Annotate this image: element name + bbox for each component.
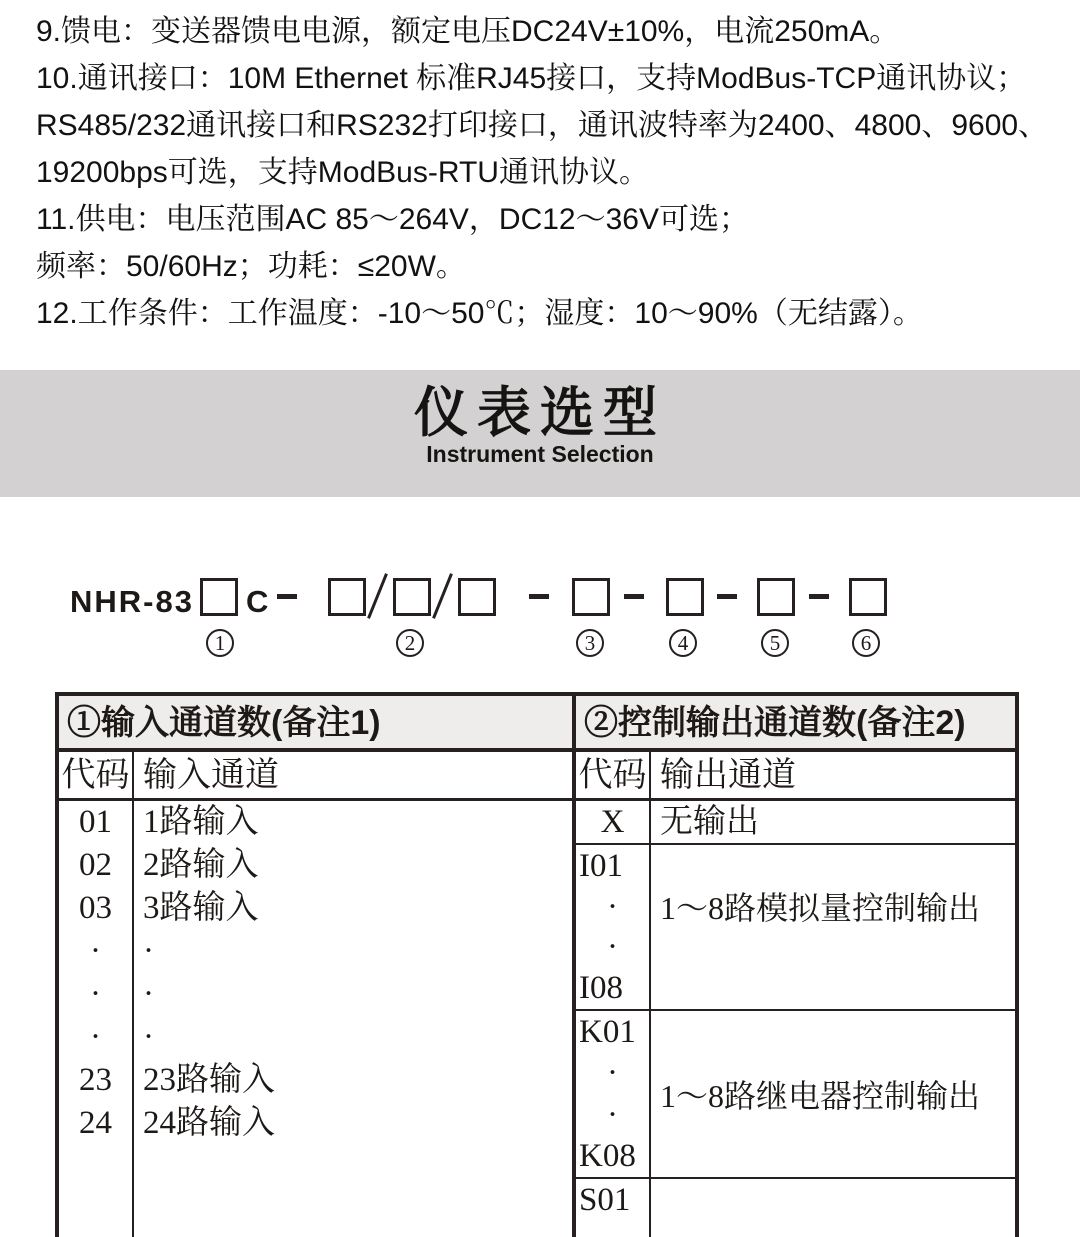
output-code-column <box>576 1179 651 1237</box>
circled-number-5: 5 <box>761 629 789 657</box>
input-channels-subheader <box>59 752 572 801</box>
spec-text-block <box>36 8 1048 337</box>
model-box-6 <box>849 578 887 616</box>
spec-line-working-conditions: 12.工作条件：工作温度：-10～50℃；湿度：10～90%（无结露）。 <box>36 297 923 330</box>
table-cell-ellipsis: · <box>143 1019 154 1055</box>
spec-line-feed-power: 9.馈电：变送器馈电电源，额定电压DC24V±10%，电流250mA。 <box>36 15 900 48</box>
table-cell-code: X <box>576 801 651 843</box>
table-cell-label: 2路输入 <box>143 847 259 883</box>
code-column-header: 代码 <box>59 752 134 798</box>
table-cell-ellipsis: · <box>143 976 154 1012</box>
dash-separator <box>717 594 737 599</box>
dash-separator <box>277 594 297 599</box>
table-cell-code: K08 <box>579 1137 636 1174</box>
table-cell-code: I08 <box>579 969 623 1006</box>
section-banner <box>0 370 1080 497</box>
circled-number-2: 2 <box>396 629 424 657</box>
table-row-analog-output <box>576 845 1015 1011</box>
model-c-label: C <box>246 584 269 619</box>
circled-number-3: 3 <box>576 629 604 657</box>
table-cell-label: 3路输入 <box>143 890 259 926</box>
input-channels-body <box>59 801 572 1237</box>
circled-number-1: 1 <box>206 629 234 657</box>
input-channel-column-header: 输入通道 <box>143 757 279 794</box>
model-box-5 <box>757 578 795 616</box>
circled-number-6: 6 <box>852 629 880 657</box>
table-cell-code: 02 <box>79 847 112 883</box>
input-code-column <box>59 801 134 1237</box>
input-label-column <box>134 801 572 1237</box>
dash-separator <box>624 594 644 599</box>
output-channels-header: ②控制输出通道数(备注2) <box>576 696 1015 752</box>
table-cell-ellipsis: · <box>90 1019 101 1055</box>
output-channels-subheader <box>576 752 1015 801</box>
circled-number-4: 4 <box>669 629 697 657</box>
section-subtitle: Instrument Selection <box>426 441 654 467</box>
output-code-column <box>576 845 651 1009</box>
table-cell-ellipsis: · <box>607 1055 618 1092</box>
table-cell-label: 1～8路继电器控制输出 <box>660 1078 981 1114</box>
model-box-2a <box>328 578 366 616</box>
table-cell-label <box>651 1179 1015 1237</box>
spec-line-power-supply: 11.供电：电压范围AC 85～264V，DC12～36V可选； <box>36 203 749 236</box>
table-cell-code: 23 <box>79 1062 112 1098</box>
table-cell-ellipsis: · <box>143 933 154 969</box>
slash-separator <box>432 573 453 619</box>
model-box-3 <box>572 578 610 616</box>
table-cell-ellipsis: · <box>607 929 618 966</box>
output-code-column <box>576 1011 651 1177</box>
table-cell-code: K01 <box>579 1014 636 1050</box>
instrument-selection-table <box>55 692 1019 1237</box>
table-cell-code: I01 <box>579 848 623 884</box>
table-cell-ellipsis: · <box>607 888 618 925</box>
table-cell-label: 1～8路模拟量控制输出 <box>660 890 981 926</box>
slash-separator <box>367 573 388 619</box>
table-cell-ellipsis: · <box>607 1096 618 1133</box>
table-cell-code: 24 <box>79 1105 112 1141</box>
table-row-s01-output <box>576 1179 1015 1237</box>
spec-line-comm-interface-3: 19200bps可选，支持ModBus-RTU通讯协议。 <box>36 156 649 189</box>
table-cell-label: 23路输入 <box>143 1062 275 1098</box>
model-box-2b <box>393 578 431 616</box>
table-cell-label: 无输出 <box>660 804 759 840</box>
section-title: 仪表选型 <box>414 383 666 443</box>
spec-line-comm-interface: 10.通讯接口：10M Ethernet 标准RJ45接口，支持ModBus-TCP通讯协议； <box>36 62 1027 95</box>
spec-line-frequency: 频率：50/60Hz；功耗：≤20W。 <box>36 250 466 283</box>
table-cell-code: 03 <box>79 890 112 926</box>
output-channel-column-header: 输出通道 <box>660 757 796 794</box>
table-cell-label: 1路输入 <box>143 804 259 840</box>
input-channels-header: ①输入通道数(备注1) <box>59 696 572 752</box>
table-row-relay-output <box>576 1011 1015 1179</box>
output-channels-panel <box>576 696 1015 1237</box>
dash-separator <box>809 594 829 599</box>
spec-line-comm-interface-2: RS485/232通讯接口和RS232打印接口，通讯波特率为2400、4800、9600、 <box>36 109 1049 142</box>
model-box-2c <box>458 578 496 616</box>
table-cell-code: S01 <box>579 1182 631 1218</box>
model-box-4 <box>666 578 704 616</box>
table-cell-code: 01 <box>79 804 112 840</box>
model-prefix-label: NHR-83 <box>70 584 194 619</box>
table-cell-ellipsis: · <box>90 976 101 1012</box>
input-channels-panel <box>59 696 576 1237</box>
code-column-header: 代码 <box>576 752 651 798</box>
table-cell-ellipsis: · <box>90 933 101 969</box>
table-cell-label: 24路输入 <box>143 1105 275 1141</box>
table-row-no-output <box>576 801 1015 845</box>
dash-separator <box>529 594 549 599</box>
model-box-1 <box>200 578 238 616</box>
output-channels-body <box>576 801 1015 1237</box>
